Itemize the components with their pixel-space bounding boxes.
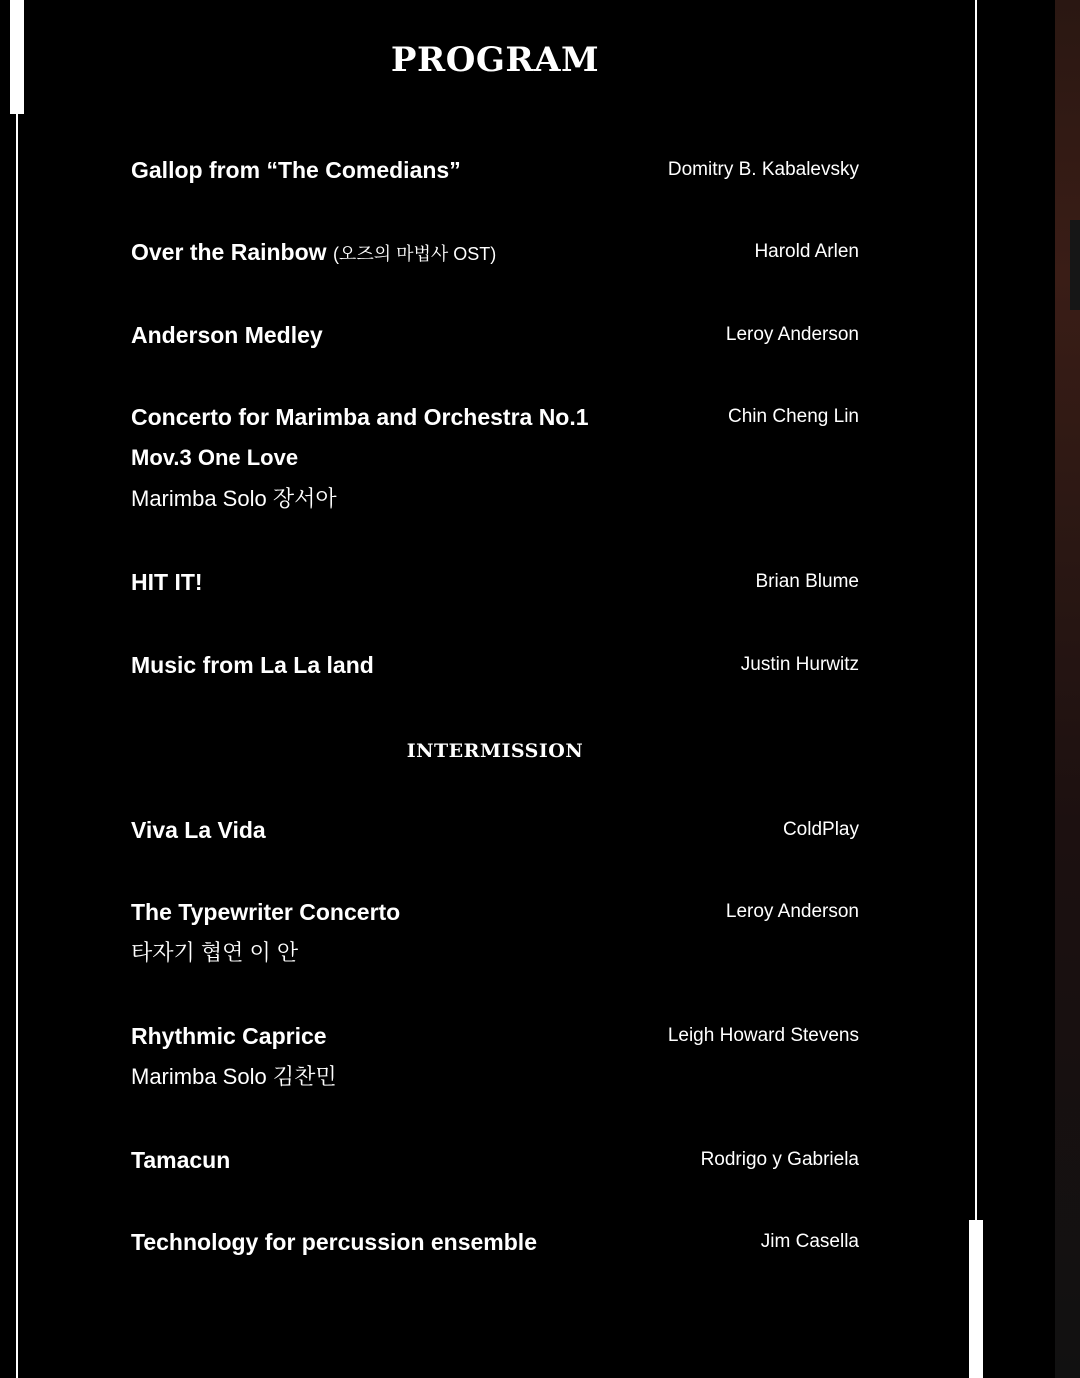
composer: Leroy Anderson	[725, 324, 859, 345]
composer: Chin Cheng Lin	[728, 406, 859, 427]
piece-title: Tamacun	[131, 1147, 231, 1173]
composer: Brian Blume	[755, 571, 859, 592]
program-item	[131, 651, 859, 679]
program-item	[131, 238, 859, 268]
piece-title: Rhythmic Caprice	[131, 1023, 327, 1049]
program-title: PROGRAM	[390, 40, 600, 80]
piece-title: Concerto for Marimba and Orchestra No.1	[131, 404, 589, 430]
program-item	[131, 156, 859, 184]
composer: ColdPlay	[782, 819, 859, 840]
composer: Leroy Anderson	[725, 901, 859, 922]
piece-title: Anderson Medley	[131, 322, 323, 348]
program-item	[131, 1228, 859, 1256]
frame-line-left	[16, 0, 18, 1378]
piece-title: Viva La Vida	[131, 817, 266, 843]
composer: Justin Hurwitz	[740, 654, 859, 675]
intermission-label: INTERMISSION	[406, 740, 584, 762]
composer: Harold Arlen	[754, 241, 859, 262]
frame-bar-right	[969, 1220, 983, 1378]
piece-title: Over the Rainbow	[131, 239, 327, 265]
composer: Domitry B. Kabalevsky	[667, 159, 859, 180]
program-item	[131, 1146, 859, 1174]
piece-title-line	[131, 238, 859, 268]
composer: Jim Casella	[760, 1231, 859, 1252]
program-item	[131, 1022, 859, 1091]
program-item	[131, 321, 859, 349]
program-item	[131, 816, 859, 844]
side-photo-detail	[1070, 220, 1080, 310]
composer: Leigh Howard Stevens	[667, 1025, 859, 1046]
performer: 타자기 협연 이 안	[131, 940, 299, 965]
piece-subtitle: Mov.3 One Love	[131, 445, 299, 470]
program-item	[131, 568, 859, 596]
frame-line-right	[975, 0, 977, 1378]
piece-title: Technology for percussion ensemble	[131, 1229, 537, 1255]
piece-title: HIT IT!	[131, 569, 203, 595]
composer: Rodrigo y Gabriela	[700, 1149, 859, 1170]
piece-title: Music from La La land	[131, 652, 374, 678]
program-item	[131, 898, 859, 967]
piece-title: The Typewriter Concerto	[131, 899, 401, 925]
performer: Marimba Solo 장서아	[131, 486, 337, 511]
piece-note: (오즈의 마법사 OST)	[332, 244, 497, 264]
side-photo-strip	[1055, 0, 1080, 1378]
performer: Marimba Solo 김찬민	[131, 1064, 337, 1089]
program-item	[131, 403, 859, 513]
piece-title: Gallop from “The Comedians”	[131, 157, 461, 183]
